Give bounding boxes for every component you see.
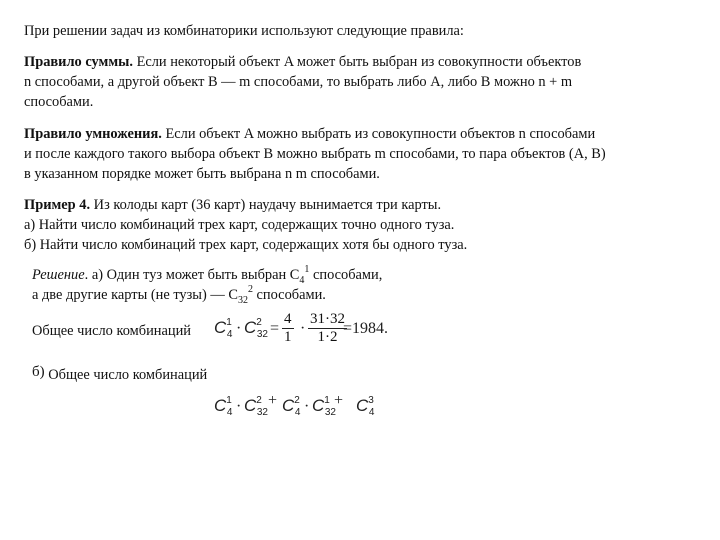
example-line-3	[24, 236, 467, 254]
solution-c322	[237, 283, 253, 306]
example-text-1: Из колоды карт (36 карт) наудачу вынимается три карты.	[90, 197, 442, 213]
sum-rule-title: Правило суммы.	[24, 54, 133, 70]
solution-text-1a: . а) Один туз может быть выбран C	[84, 267, 300, 283]
formula-a-c32-2: $C^2_{32}$	[244, 317, 268, 340]
formula-b-c32-1: $C^1_{32}$	[312, 395, 336, 418]
sum-rule-line-3	[24, 93, 93, 111]
formula-b-plus-1: +	[268, 392, 278, 409]
formula-b-c32-2: $C^2_{32}$	[244, 395, 268, 418]
example-line-2	[24, 216, 454, 234]
formula-a-frac-1	[282, 311, 294, 346]
product-rule-text-3: в указанном порядке может быть выбрана n m способами.	[24, 166, 380, 182]
sum-rule-line-1	[24, 53, 581, 71]
part-b-marker: б)	[32, 364, 45, 380]
example-line-1	[24, 196, 441, 214]
product-rule-title: Правило умножения.	[24, 126, 162, 142]
sum-rule-line-2	[24, 73, 572, 91]
product-rule-line-1	[24, 125, 595, 143]
solution-c322-sub: 32	[237, 294, 248, 306]
formula-a-dot-1: ·	[236, 320, 242, 337]
frac2-den: 1·2	[317, 329, 338, 345]
solution-c41	[299, 263, 310, 286]
formula-a-eq-1: =	[270, 320, 280, 337]
formula-a-frac-2	[308, 311, 347, 346]
solution-c41-sub: 4	[299, 274, 305, 286]
example-text-3: б) Найти число комбинаций трех карт, содержащих хотя бы одного туза.	[24, 237, 468, 253]
product-rule-line-2	[24, 145, 606, 163]
solution-line-1	[32, 263, 383, 286]
formula-b-c4-3: $C^3_4$	[356, 395, 375, 418]
solution-c41-sup: 1	[304, 263, 310, 275]
part-b-line	[32, 366, 207, 384]
intro-text	[24, 22, 464, 40]
product-rule-text-1: Если объект A можно выбрать из совокупности объектов n способами	[161, 126, 596, 142]
total-label-a-text: Общее число комбинаций	[32, 323, 191, 339]
solution-c322-sup: 2	[247, 283, 253, 295]
solution-text-1b: способами,	[309, 267, 383, 283]
formula-a-dot-2: ·	[300, 320, 306, 337]
formula-a-result-text: =1984.	[343, 320, 389, 337]
example-text-2: а) Найти число комбинаций трех карт, содержащих точно одного туза.	[24, 217, 455, 233]
intro-line: При решении задач из комбинаторики используют следующие правила:	[24, 23, 464, 39]
product-rule-text-2: и после каждого такого выбора объект B можно выбрать m способами, то пара объектов (A, B)	[24, 146, 606, 162]
solution-line-2	[32, 283, 326, 306]
formula-b-dot-1: ·	[236, 398, 242, 415]
formula-b-plus-2: +	[334, 392, 344, 409]
frac2-num: 31·32	[310, 311, 345, 327]
formula-b-c4-1: $C^1_4$	[214, 395, 233, 418]
frac1-den: 1	[284, 329, 292, 345]
example-title: Пример 4.	[24, 197, 91, 213]
formula-a-result	[343, 320, 388, 338]
formula-b-c4-2: $C^2_4$	[282, 395, 301, 418]
total-label-b-text: Общее число комбинаций	[48, 367, 208, 383]
sum-rule-text-2: n способами, а другой объект B — m способами, то выбрать либо A, либо B можно n + m	[24, 74, 573, 90]
sum-rule-text-3: способами.	[24, 94, 94, 110]
solution-text-2a: а две другие карты (не тузы) — C	[32, 287, 238, 303]
product-rule-line-3	[24, 165, 380, 183]
frac1-num: 4	[284, 311, 292, 327]
solution-text-2b: способами.	[252, 287, 326, 303]
sum-rule-text-1: Если некоторый объект A может быть выбран из совокупности объектов	[132, 54, 582, 70]
formula-b-dot-2: ·	[304, 398, 310, 415]
formula-a-c4-1: $C^1_4$	[214, 317, 233, 340]
total-label-a	[32, 322, 191, 340]
solution-label: Решение	[32, 267, 85, 283]
